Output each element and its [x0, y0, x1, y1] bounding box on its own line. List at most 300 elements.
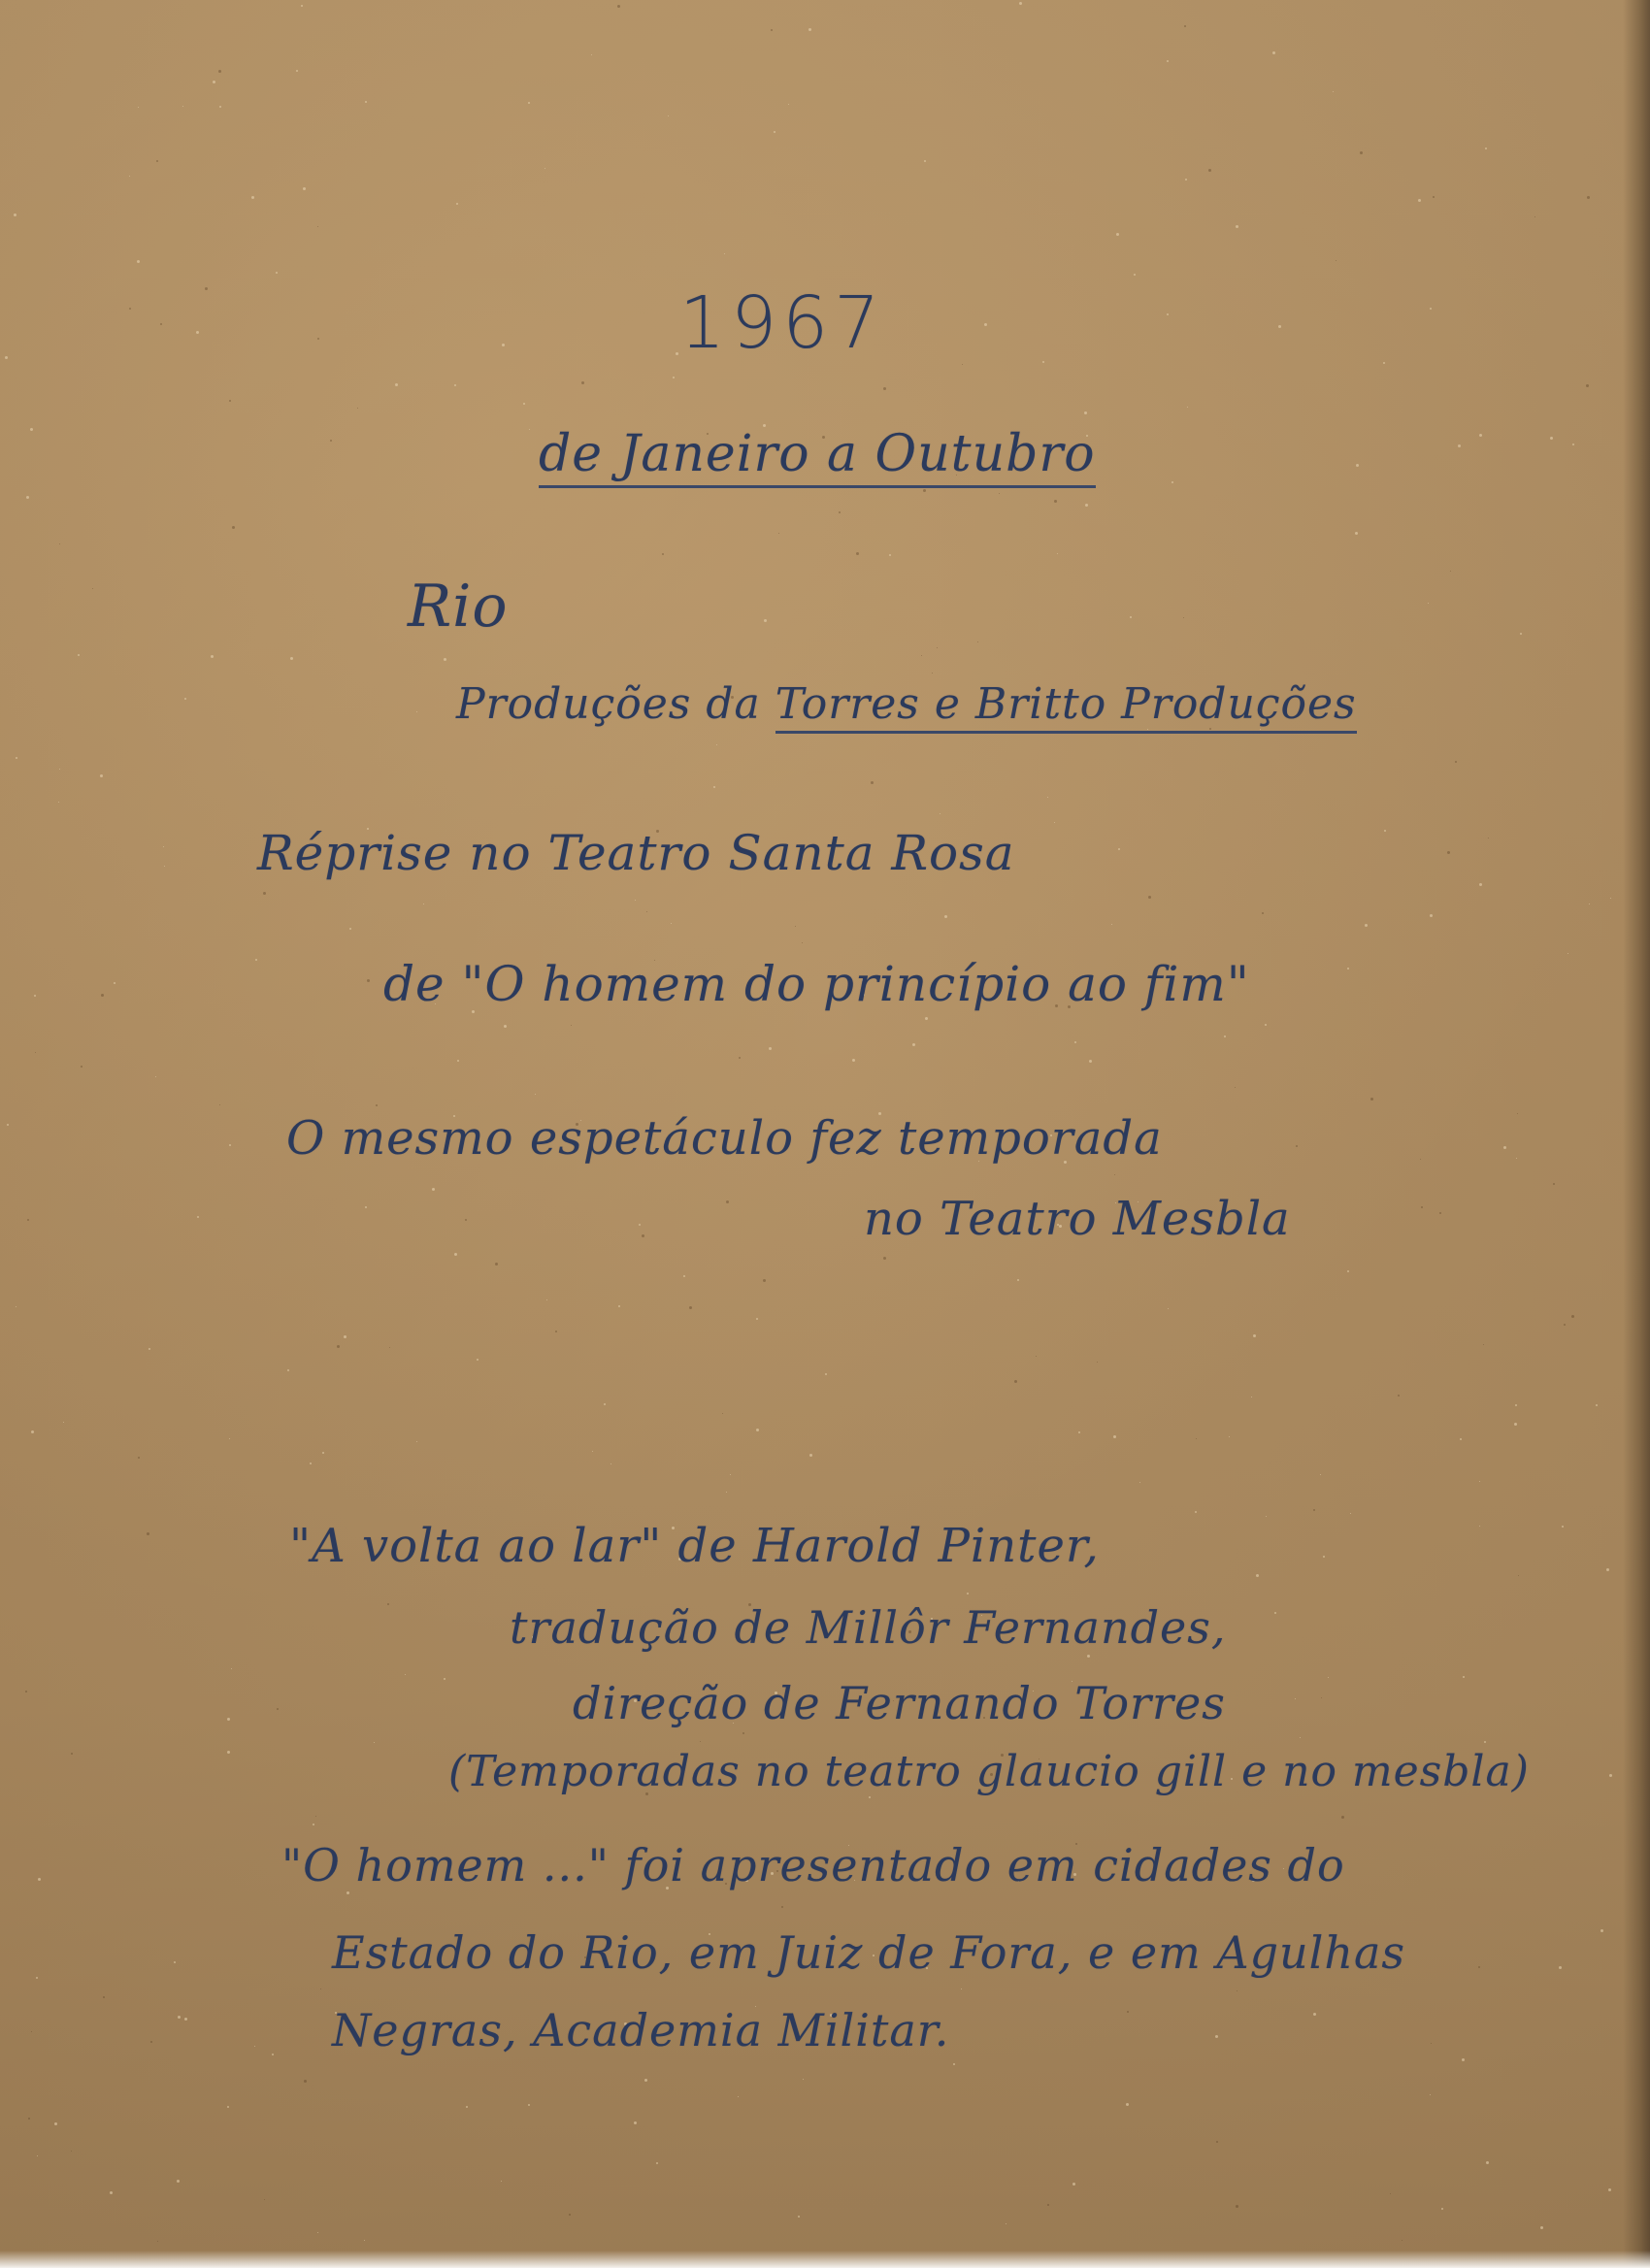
- paper-speck: [1609, 1774, 1612, 1777]
- paper-speck: [1479, 434, 1482, 437]
- paper-speck: [229, 1144, 231, 1146]
- paper-speck: [1460, 1438, 1462, 1440]
- paper-speck: [676, 352, 678, 355]
- paper-speck: [504, 1025, 507, 1028]
- paper-speck: [1571, 1315, 1574, 1318]
- paper-speck: [716, 744, 717, 745]
- paper-speck: [1224, 1035, 1226, 1037]
- paper-speck: [1463, 1676, 1465, 1678]
- paper-speck: [856, 552, 859, 555]
- paper-speck: [809, 1454, 812, 1457]
- paper-speck: [1187, 407, 1188, 408]
- paper-speck: [177, 2180, 180, 2183]
- paper-speck: [1266, 1516, 1267, 1517]
- paper-speck: [1237, 1990, 1238, 1991]
- paper-speck: [1072, 2183, 1075, 2186]
- paper-speck: [137, 260, 140, 263]
- paper-speck: [1458, 444, 1461, 447]
- paper-speck: [883, 1257, 886, 1260]
- paper-speck: [1054, 822, 1055, 823]
- paper-speck: [1047, 2204, 1049, 2206]
- paper-speck: [1478, 1966, 1480, 1968]
- play-title-line: de "O homem do princípio ao fim": [383, 956, 1250, 1012]
- paper-speck: [618, 1305, 620, 1307]
- paper-speck: [1216, 2141, 1218, 2143]
- paper-speck: [1127, 2011, 1129, 2013]
- paper-speck: [1057, 553, 1058, 554]
- paper-speck: [1295, 1698, 1296, 1699]
- paper-speck: [1610, 898, 1611, 899]
- paper-speck: [1042, 361, 1044, 363]
- paper-speck: [726, 1200, 729, 1203]
- paper-speck: [871, 781, 874, 784]
- paper-speck: [1208, 169, 1211, 172]
- paper-speck: [802, 942, 803, 943]
- paper-speck: [1313, 2013, 1316, 2016]
- paper-speck: [5, 356, 8, 359]
- paper-speck: [59, 769, 60, 770]
- paper-speck: [1172, 481, 1173, 483]
- paper-speck: [1428, 603, 1429, 604]
- volta-line-2: tradução de Millôr Fernandes,: [510, 1601, 1227, 1654]
- paper-speck: [184, 698, 186, 700]
- paper-speck: [662, 553, 664, 555]
- paper-speck: [738, 2096, 739, 2097]
- paper-speck: [730, 1474, 731, 1475]
- paper-speck: [296, 70, 298, 72]
- city-line: Rio: [408, 573, 509, 641]
- paper-speck: [1479, 1481, 1480, 1482]
- paper-speck: [219, 1104, 220, 1105]
- paper-speck: [724, 253, 725, 254]
- paper-speck: [977, 641, 978, 642]
- paper-speck: [1229, 1436, 1230, 1437]
- paper-speck: [1195, 1511, 1197, 1513]
- paper-speck: [156, 160, 158, 162]
- paper-speck: [528, 102, 530, 104]
- paper-speck: [1185, 179, 1187, 181]
- paper-speck: [313, 1824, 314, 1825]
- volta-line-4: (Temporadas no teatro glaucio gill e no mesbla): [448, 1747, 1530, 1796]
- paper-speck: [1167, 313, 1169, 315]
- paper-speck: [1215, 2035, 1218, 2038]
- paper-speck: [839, 511, 841, 513]
- paper-speck: [1256, 1574, 1259, 1577]
- paper-speck: [337, 1345, 340, 1348]
- paper-speck: [138, 107, 139, 108]
- paper-speck: [1265, 1024, 1267, 1026]
- paper-speck: [26, 496, 29, 499]
- paper-speck: [376, 1104, 378, 1106]
- paper-speck: [1596, 1404, 1598, 1406]
- note-line-3: Negras, Academia Militar.: [332, 2004, 950, 2056]
- paper-speck: [196, 331, 199, 334]
- paper-speck: [1321, 1697, 1322, 1698]
- paper-speck: [1550, 437, 1553, 440]
- period-text: de Janeiro a Outubro: [539, 425, 1096, 488]
- paper-speck: [571, 1025, 572, 1026]
- producer-prefix: Produções da: [456, 679, 761, 729]
- paper-speck: [764, 619, 767, 622]
- paper-speck: [1447, 851, 1450, 854]
- paper-speck: [1430, 308, 1432, 310]
- paper-speck: [147, 1532, 149, 1535]
- paper-speck: [405, 1674, 406, 1675]
- paper-speck: [155, 1076, 156, 1077]
- paper-speck: [1486, 2161, 1489, 2164]
- note-line-1: "O homem ..." foi apresentado em cidades do: [281, 1839, 1345, 1891]
- paper-speck: [1184, 25, 1186, 27]
- paper-speck: [778, 533, 779, 534]
- paper-speck: [925, 1017, 928, 1020]
- paper-speck: [1430, 2094, 1431, 2095]
- paper-speck: [1167, 60, 1169, 62]
- paper-speck: [788, 104, 789, 105]
- paper-speck: [219, 106, 221, 108]
- paper-speck: [912, 1043, 915, 1046]
- paper-speck: [1356, 464, 1359, 467]
- paper-speck: [962, 364, 963, 365]
- paper-speck: [883, 387, 886, 390]
- paper-speck: [501, 2181, 502, 2182]
- paper-speck: [465, 1219, 467, 1221]
- paper-speck: [1236, 225, 1238, 228]
- producer-name: Torres e Britto Produções: [776, 679, 1357, 734]
- paper-speck: [364, 2240, 365, 2241]
- paper-speck: [157, 2241, 158, 2242]
- paper-speck: [769, 1047, 772, 1050]
- paper-speck: [231, 1668, 232, 1669]
- paper-speck: [1517, 1113, 1518, 1114]
- paper-speck: [1019, 2, 1022, 5]
- paper-speck: [81, 1066, 82, 1068]
- paper-speck: [1516, 1158, 1517, 1159]
- paper-speck: [1398, 1395, 1400, 1397]
- paper-speck: [63, 1422, 64, 1423]
- paper-speck: [114, 982, 116, 984]
- paper-speck: [700, 1741, 701, 1742]
- paper-speck: [1014, 1380, 1017, 1383]
- paper-speck: [1113, 1435, 1116, 1438]
- paper-speck: [310, 1463, 312, 1464]
- paper-speck: [713, 786, 715, 788]
- paper-speck: [1328, 1677, 1329, 1678]
- paper-speck: [1484, 1741, 1486, 1743]
- paper-speck: [1479, 1526, 1480, 1527]
- paper-speck: [1272, 51, 1275, 54]
- paper-speck: [58, 802, 59, 803]
- paper-speck: [739, 1057, 741, 1059]
- paper-speck: [1485, 148, 1487, 149]
- paper-speck: [276, 272, 278, 274]
- paper-speck: [967, 1593, 969, 1594]
- paper-speck: [148, 1348, 150, 1350]
- paper-speck: [164, 866, 165, 867]
- paper-speck: [535, 1094, 536, 1095]
- paper-speck: [322, 1452, 324, 1454]
- paper-speck: [1347, 1270, 1349, 1272]
- paper-speck: [444, 1678, 446, 1680]
- paper-speck: [1323, 1556, 1325, 1558]
- paper-speck: [303, 187, 306, 190]
- paper-speck: [581, 381, 584, 384]
- paper-speck: [1418, 199, 1421, 202]
- paper-speck: [1111, 924, 1112, 925]
- paper-speck: [457, 1060, 459, 1062]
- paper-speck: [317, 226, 318, 227]
- paper-speck: [1420, 1159, 1421, 1160]
- paper-speck: [1503, 1146, 1506, 1149]
- paper-speck: [634, 2121, 637, 2124]
- paper-speck: [1347, 968, 1349, 970]
- paper-speck: [160, 323, 162, 325]
- paper-speck: [129, 308, 131, 310]
- paper-speck: [304, 2080, 307, 2083]
- paper-speck: [953, 2063, 955, 2065]
- paper-speck: [771, 29, 773, 31]
- paper-speck: [213, 81, 215, 83]
- paper-speck: [456, 203, 458, 205]
- paper-speck: [1430, 914, 1433, 917]
- paper-speck: [251, 196, 254, 199]
- paper-speck: [924, 160, 926, 162]
- paper-speck: [27, 1219, 29, 1221]
- paper-speck: [365, 1206, 367, 1208]
- paper-speck: [610, 1463, 611, 1464]
- paper-speck: [35, 1052, 36, 1053]
- paper-speck: [889, 554, 891, 556]
- paper-speck: [344, 1335, 346, 1338]
- paper-speck: [1518, 1575, 1519, 1576]
- paper-speck: [1320, 1474, 1321, 1475]
- paper-speck: [825, 1373, 827, 1375]
- paper-speck: [1139, 1482, 1140, 1483]
- paper-speck: [227, 1751, 230, 1754]
- paper-speck: [1114, 1174, 1115, 1175]
- paper-speck: [569, 2214, 571, 2216]
- paper-speck: [317, 2232, 318, 2233]
- paper-speck: [28, 2118, 30, 2120]
- paper-speck: [798, 2216, 800, 2218]
- paper-speck: [1130, 616, 1132, 618]
- paper-speck: [163, 846, 164, 847]
- paper-speck: [999, 493, 1000, 494]
- paper-speck: [495, 1263, 498, 1265]
- paper-speck: [1421, 1206, 1423, 1208]
- paper-speck: [1047, 797, 1048, 798]
- paper-speck: [211, 655, 214, 658]
- paper-speck: [591, 54, 592, 55]
- paper-speck: [932, 673, 933, 674]
- paper-speck: [808, 28, 811, 31]
- paper-speck: [803, 2079, 804, 2080]
- paper-speck: [349, 928, 351, 930]
- paper-speck: [1236, 2205, 1238, 2208]
- paper-speck: [1390, 2193, 1391, 2194]
- paper-speck: [330, 440, 332, 442]
- paper-speck: [1196, 1438, 1197, 1439]
- paper-speck: [1341, 1816, 1344, 1819]
- paper-speck: [454, 384, 456, 386]
- paper-speck: [673, 377, 675, 378]
- paper-speck: [1017, 1279, 1019, 1281]
- paper-speck: [1515, 1404, 1517, 1406]
- paper-speck: [1564, 1324, 1566, 1326]
- paper-speck: [944, 915, 947, 918]
- paper-speck: [54, 2122, 57, 2125]
- paper-speck: [1360, 151, 1363, 154]
- paper-speck: [795, 926, 796, 927]
- paper-speck: [984, 323, 987, 326]
- paper-speck: [1553, 1183, 1555, 1185]
- paper-speck: [182, 106, 183, 107]
- paper-speck: [1608, 2188, 1611, 2191]
- paper-speck: [1126, 2103, 1129, 2106]
- paper-speck: [1148, 896, 1151, 899]
- paper-speck: [272, 2054, 274, 2055]
- paper-speck: [277, 1708, 279, 1710]
- paper-speck: [544, 168, 545, 169]
- paper-speck: [635, 900, 636, 901]
- paper-speck: [357, 408, 358, 409]
- paper-speck: [592, 1451, 593, 1452]
- paper-speck: [528, 2104, 530, 2106]
- paper-speck: [38, 1878, 41, 1881]
- paper-speck: [92, 588, 93, 589]
- paper-speck: [852, 1059, 855, 1062]
- paper-speck: [1313, 1509, 1315, 1511]
- paper-speck: [742, 1732, 744, 1734]
- paper-speck: [869, 1796, 871, 1798]
- paper-speck: [923, 489, 926, 492]
- paper-speck: [184, 2018, 187, 2021]
- paper-speck: [1089, 1060, 1092, 1063]
- paper-speck: [1274, 1612, 1276, 1614]
- paper-speck: [395, 383, 398, 386]
- same-show-line-1: O mesmo espetáculo fez temporada: [286, 1111, 1163, 1166]
- paper-speck: [1514, 1423, 1517, 1426]
- volta-line-1: "A volta ao lar" de Harold Pinter,: [289, 1519, 1100, 1573]
- paper-speck: [1262, 912, 1264, 914]
- paper-speck: [646, 911, 647, 912]
- paper-speck: [781, 1906, 783, 1908]
- paper-speck: [178, 2016, 181, 2019]
- paper-speck: [101, 994, 104, 997]
- paper-speck: [683, 1275, 685, 1277]
- paper-speck: [229, 1438, 230, 1439]
- paper-speck: [229, 400, 231, 402]
- paper-speck: [227, 1718, 230, 1721]
- paper-speck: [129, 176, 130, 177]
- paper-speck: [921, 655, 922, 656]
- reprise-line: Réprise no Teatro Santa Rosa: [257, 825, 1015, 881]
- paper-speck: [7, 1124, 9, 1126]
- paper-speck: [444, 658, 446, 661]
- paper-speck: [1455, 761, 1457, 763]
- period-line: [539, 425, 1096, 483]
- paper-speck: [1520, 633, 1522, 635]
- paper-speck: [1116, 233, 1119, 236]
- paper-speck: [16, 757, 17, 759]
- paper-speck: [387, 1603, 389, 1605]
- paper-speck: [1441, 2208, 1443, 2210]
- volta-line-3: direção de Fernando Torres: [573, 1677, 1226, 1729]
- scan-bottom-margin: [0, 2251, 1650, 2268]
- paper-speck: [1054, 500, 1057, 503]
- paper-speck: [150, 2041, 152, 2043]
- paper-speck: [34, 995, 36, 997]
- paper-speck: [1540, 2226, 1543, 2229]
- paper-speck: [1431, 2043, 1432, 2044]
- paper-speck: [756, 1429, 759, 1431]
- paper-speck: [1483, 1344, 1484, 1345]
- paper-speck: [264, 2199, 265, 2200]
- paper-speck: [36, 1977, 38, 1979]
- paper-speck: [1296, 1145, 1298, 1147]
- paper-speck: [546, 1299, 547, 1300]
- scan-edge-shadow: [1623, 0, 1650, 2268]
- paper-speck: [227, 2106, 229, 2108]
- paper-speck: [1097, 1362, 1098, 1363]
- paper-speck: [254, 2046, 255, 2047]
- paper-speck: [1333, 91, 1334, 92]
- paper-speck: [1450, 571, 1451, 572]
- paper-speck: [14, 214, 16, 216]
- paper-speck: [1078, 1431, 1080, 1433]
- paper-speck: [1384, 830, 1386, 832]
- paper-speck: [1085, 504, 1088, 507]
- paper-speck: [416, 1441, 417, 1442]
- paper-speck: [255, 959, 257, 961]
- paper-speck: [1534, 216, 1535, 217]
- paper-speck: [1606, 1568, 1609, 1571]
- paper-speck: [1600, 1929, 1603, 1932]
- paper-speck: [174, 1961, 176, 1963]
- paper-speck: [529, 429, 530, 430]
- paper-speck: [937, 647, 938, 648]
- paper-speck: [477, 1359, 478, 1361]
- paper-speck: [37, 2155, 38, 2156]
- paper-speck: [726, 1492, 727, 1493]
- paper-speck: [374, 1742, 375, 1743]
- paper-speck: [639, 1224, 641, 1226]
- paper-speck: [1300, 1737, 1301, 1738]
- paper-speck: [774, 131, 776, 133]
- paper-speck: [71, 2151, 72, 2152]
- paper-speck: [1439, 1212, 1441, 1214]
- paper-speck: [1586, 384, 1589, 387]
- paper-speck: [763, 1279, 766, 1282]
- paper-speck: [138, 1457, 140, 1459]
- paper-speck: [1350, 1513, 1351, 1514]
- paper-speck: [416, 711, 417, 712]
- paper-speck: [1355, 532, 1358, 535]
- paper-speck: [346, 1891, 349, 1894]
- paper-speck: [1370, 1098, 1373, 1101]
- paper-speck: [25, 1691, 27, 1693]
- paper-speck: [290, 657, 293, 660]
- paper-speck: [1572, 444, 1574, 445]
- paper-speck: [315, 1816, 316, 1817]
- paper-speck: [689, 1306, 692, 1309]
- paper-speck: [432, 1188, 435, 1191]
- paper-speck: [656, 2162, 658, 2164]
- paper-speck: [317, 338, 319, 340]
- paper-speck: [1087, 1655, 1090, 1658]
- paper-speck: [30, 428, 33, 431]
- paper-speck: [671, 923, 672, 924]
- paper-speck: [218, 70, 221, 73]
